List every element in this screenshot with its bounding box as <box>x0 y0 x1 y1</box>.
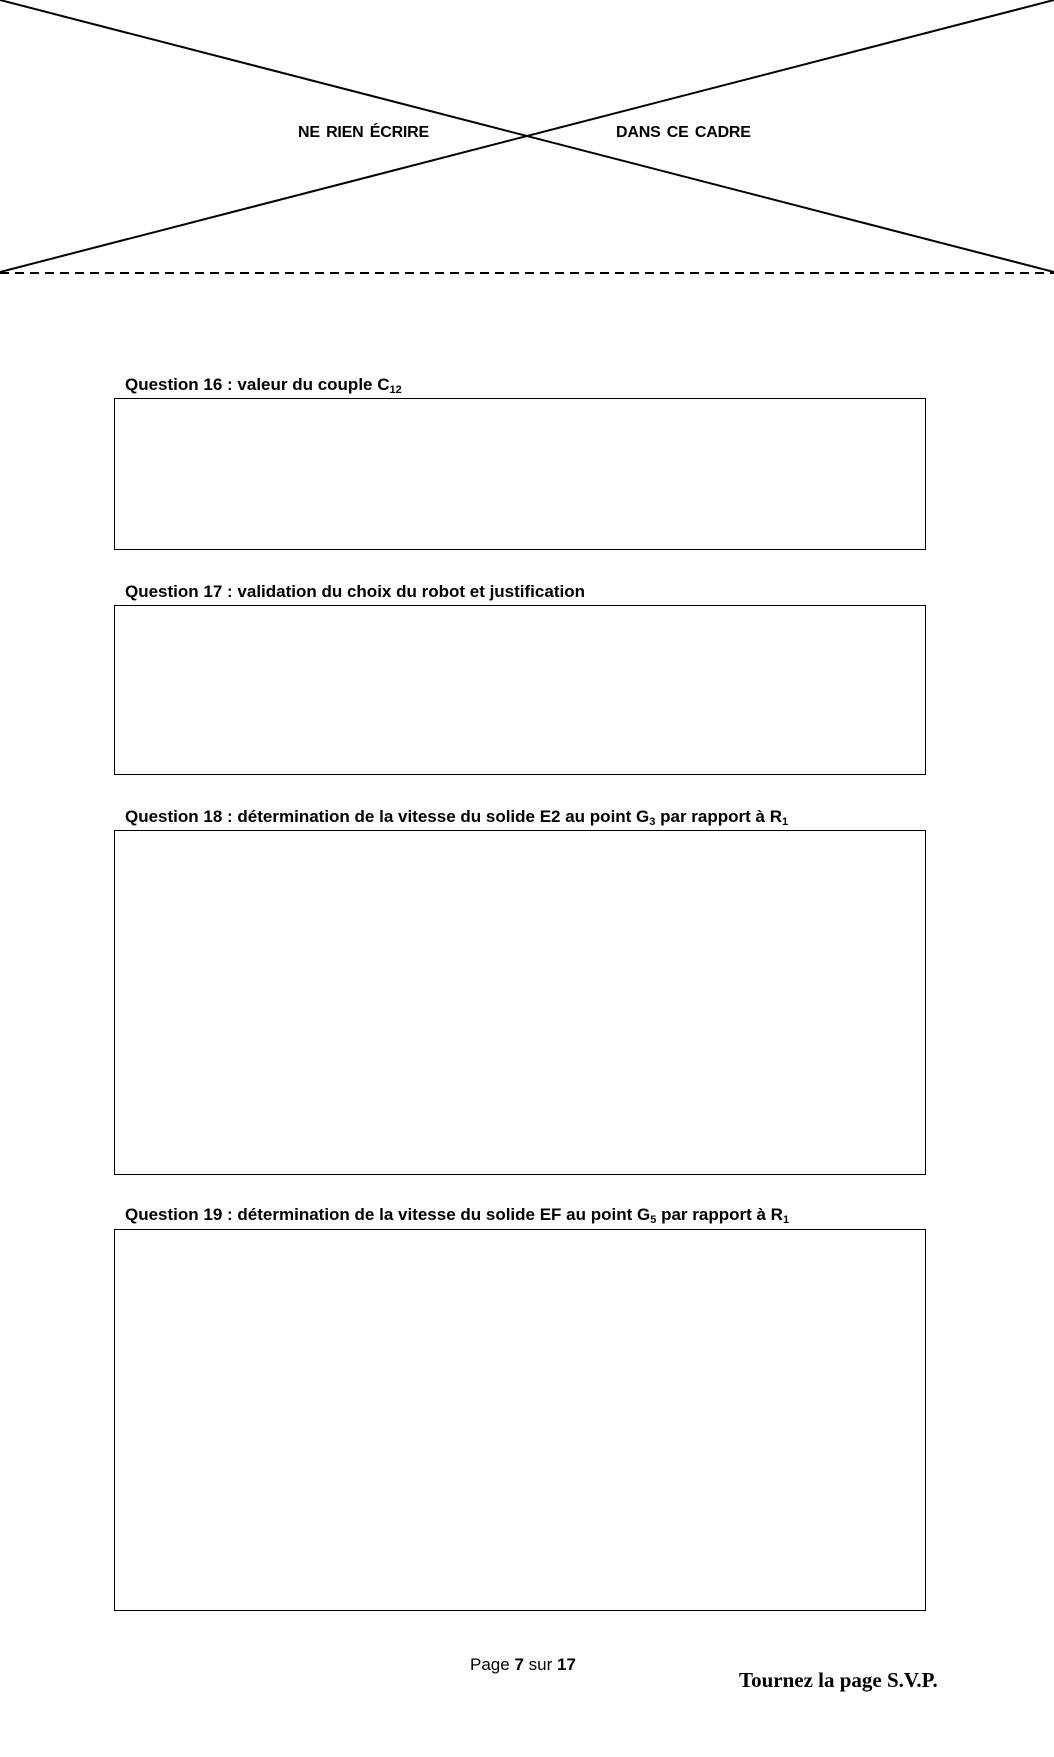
question-19-label: Question 19 : détermination de la vitesse du solide EF au point $G_5$ par rapport à $R_1$ <box>125 1205 790 1226</box>
question-17-label: Question 17 : validation du choix du robot et justification <box>125 582 585 601</box>
question-16-answer-box[interactable] <box>114 398 926 550</box>
question-19-answer-box[interactable] <box>114 1229 926 1611</box>
question-18-answer-box[interactable] <box>114 830 926 1175</box>
question-17-answer-box[interactable] <box>114 605 926 775</box>
page-number: Page 7 sur 17 <box>470 1655 576 1674</box>
question-18-label: Question 18 : détermination de la vitesse du solide E2 au point $G_3$ par rapport à $R_1$ <box>125 807 789 828</box>
banner-right-text: DANS CE CADRE <box>616 124 751 141</box>
turn-page-note: Tournez la page S.V.P. <box>739 1668 938 1692</box>
do-not-write-frame <box>0 0 1054 280</box>
question-16-label: Question 16 : valeur du couple $C_{12}$ <box>125 375 402 396</box>
banner-left-text: NE RIEN ÉCRIRE <box>298 124 429 141</box>
